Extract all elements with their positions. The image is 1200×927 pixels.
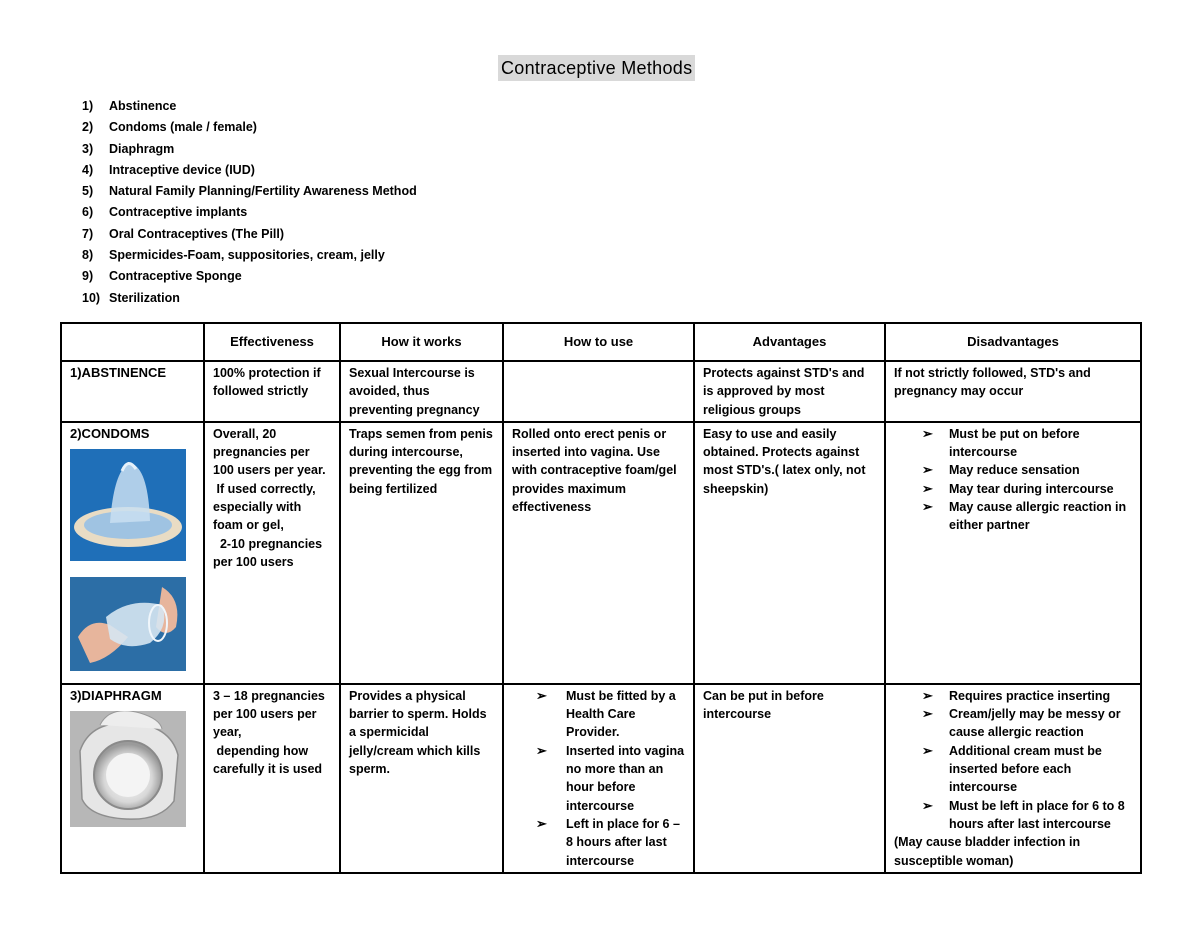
list-item xyxy=(512,815,687,870)
list-item xyxy=(894,461,1134,479)
cell-disadvantages: If not strictly followed, STD's and pregnancy may occur xyxy=(885,361,1141,422)
list-item xyxy=(894,498,1134,535)
cell-advantages: Easy to use and easily obtained. Protects against most STD's.( latex only, not sheepskin) xyxy=(694,422,885,684)
list-item xyxy=(82,96,417,117)
method-name: 1)ABSTINENCE xyxy=(70,365,167,380)
list-label: Natural Family Planning/Fertility Awareness Method xyxy=(109,184,417,199)
list-item-text: Left in place for 6 – 8 hours after last intercourse xyxy=(566,816,680,868)
arrow-bullet-icon: ➢ xyxy=(922,706,933,722)
cell-how-it-works: Provides a physical barrier to sperm. Holds a spermicidal jelly/cream which kills sperm. xyxy=(340,684,503,873)
arrow-bullet-icon: ➢ xyxy=(922,687,933,703)
list-number: 7) xyxy=(82,226,94,241)
cell-effectiveness xyxy=(204,422,340,684)
arrow-bullet-icon: ➢ xyxy=(536,742,547,758)
list-label: Spermicides-Foam, suppositories, cream, jelly xyxy=(109,248,385,263)
list-item xyxy=(82,245,417,266)
list-number: 6) xyxy=(82,205,94,220)
page-title: Contraceptive Methods xyxy=(498,55,695,81)
list-number: 10) xyxy=(82,290,101,305)
list-number: 2) xyxy=(82,120,94,135)
list-item xyxy=(894,480,1134,498)
effectiveness-line: Overall, 20 pregnancies per 100 users per year. xyxy=(213,426,326,478)
table-row-condoms xyxy=(61,422,1141,684)
disadvantages-list xyxy=(894,425,1134,535)
arrow-bullet-icon: ➢ xyxy=(922,742,933,758)
list-item-text: Inserted into vagina no more than an hour before intercourse xyxy=(566,743,685,813)
list-item-text: Additional cream must be inserted before each intercourse xyxy=(949,743,1102,795)
list-item xyxy=(894,425,1134,462)
cell-how-it-works: Sexual Intercourse is avoided, thus preventing pregnancy xyxy=(340,361,503,422)
list-item xyxy=(894,687,1134,705)
list-item-text: Must be left in place for 6 to 8 hours after last intercourse xyxy=(949,798,1125,831)
row-head-abstinence xyxy=(61,361,204,422)
list-item xyxy=(82,288,417,309)
list-number: 5) xyxy=(82,184,94,199)
table-header-row xyxy=(61,323,1141,361)
header-cell-disadvantages: Disadvantages xyxy=(885,323,1141,361)
list-item-text: Cream/jelly may be messy or cause allergic reaction xyxy=(949,707,1121,740)
list-item xyxy=(82,224,417,245)
list-label: Diaphragm xyxy=(109,141,175,156)
arrow-bullet-icon: ➢ xyxy=(536,815,547,831)
effectiveness-line: depending how carefully it is used xyxy=(213,743,323,777)
arrow-bullet-icon: ➢ xyxy=(922,462,933,478)
condom-image xyxy=(70,449,186,561)
list-item xyxy=(82,266,417,287)
list-label: Contraceptive implants xyxy=(109,205,248,220)
table-row-diaphragm xyxy=(61,684,1141,873)
list-item xyxy=(82,117,417,138)
list-item xyxy=(512,687,687,742)
list-item xyxy=(82,202,417,223)
arrow-bullet-icon: ➢ xyxy=(922,480,933,496)
list-item xyxy=(894,797,1134,834)
methods-table xyxy=(60,322,1142,874)
list-item-text: Must be fitted by a Health Care Provider. xyxy=(566,688,676,740)
header-cell-how-to-use: How to use xyxy=(503,323,694,361)
list-item-text: Must be put on before intercourse xyxy=(949,426,1080,460)
effectiveness-line: If used correctly, especially with foam or gel, xyxy=(213,481,320,533)
list-label: Abstinence xyxy=(109,99,177,113)
list-number: 8) xyxy=(82,248,94,263)
list-item xyxy=(82,160,417,181)
disadvantages-note: (May cause bladder infection in susceptible woman) xyxy=(894,835,1081,868)
cell-disadvantages xyxy=(885,422,1141,684)
row-head-diaphragm xyxy=(61,684,204,873)
list-number: 3) xyxy=(82,141,94,156)
header-cell-advantages: Advantages xyxy=(694,323,885,361)
cell-effectiveness xyxy=(204,684,340,873)
list-item xyxy=(82,181,417,202)
list-number: 1) xyxy=(82,99,94,113)
table-row-abstinence xyxy=(61,361,1141,422)
list-label: Intraceptive device (IUD) xyxy=(109,162,255,177)
cell-disadvantages xyxy=(885,684,1141,873)
cell-advantages: Protects against STD's and is approved by most religious groups xyxy=(694,361,885,422)
list-label: Sterilization xyxy=(109,290,180,305)
list-item xyxy=(82,139,417,160)
list-item xyxy=(894,742,1134,797)
method-name: 2)CONDOMS xyxy=(70,425,150,441)
effectiveness-line: 3 – 18 pregnancies per 100 users per year, xyxy=(213,688,325,740)
how-to-use-list xyxy=(512,687,687,870)
list-item-text: May tear during intercourse xyxy=(949,481,1114,496)
arrow-bullet-icon: ➢ xyxy=(536,687,547,703)
list-item-text: May reduce sensation xyxy=(949,463,1080,478)
cell-how-to-use: Rolled onto erect penis or inserted into vagina. Use with contraceptive foam/gel provides maximum effectiveness xyxy=(503,422,694,684)
effectiveness-line: 2-10 pregnancies per 100 users xyxy=(213,536,326,569)
list-label: Contraceptive Sponge xyxy=(109,269,242,284)
arrow-bullet-icon: ➢ xyxy=(922,425,933,441)
header-cell-blank xyxy=(61,323,204,361)
female-condom-image xyxy=(70,577,186,671)
list-number: 4) xyxy=(82,162,94,177)
arrow-bullet-icon: ➢ xyxy=(922,499,933,515)
list-number: 9) xyxy=(82,269,94,284)
header-cell-effectiveness: Effectiveness xyxy=(204,323,340,361)
methods-list xyxy=(82,96,417,309)
diaphragm-image xyxy=(70,711,186,827)
list-item-text: May cause allergic reaction in either partner xyxy=(949,500,1127,533)
cell-how-it-works: Traps semen from penis during intercourse, preventing the egg from being fertilized xyxy=(340,422,503,684)
list-item xyxy=(512,742,687,815)
cell-how-to-use xyxy=(503,684,694,873)
list-label: Oral Contraceptives (The Pill) xyxy=(109,226,285,241)
arrow-bullet-icon: ➢ xyxy=(922,797,933,813)
list-item-text: Requires practice inserting xyxy=(949,688,1111,703)
method-name: 3)DIAPHRAGM xyxy=(70,687,162,703)
cell-how-to-use xyxy=(503,361,694,422)
cell-advantages: Can be put in before intercourse xyxy=(694,684,885,873)
list-label: Condoms (male / female) xyxy=(109,120,257,135)
disadvantages-list xyxy=(894,687,1134,833)
cell-effectiveness: 100% protection if followed strictly xyxy=(204,361,340,422)
list-item xyxy=(894,705,1134,742)
row-head-condoms xyxy=(61,422,204,684)
header-cell-how-it-works: How it works xyxy=(340,323,503,361)
